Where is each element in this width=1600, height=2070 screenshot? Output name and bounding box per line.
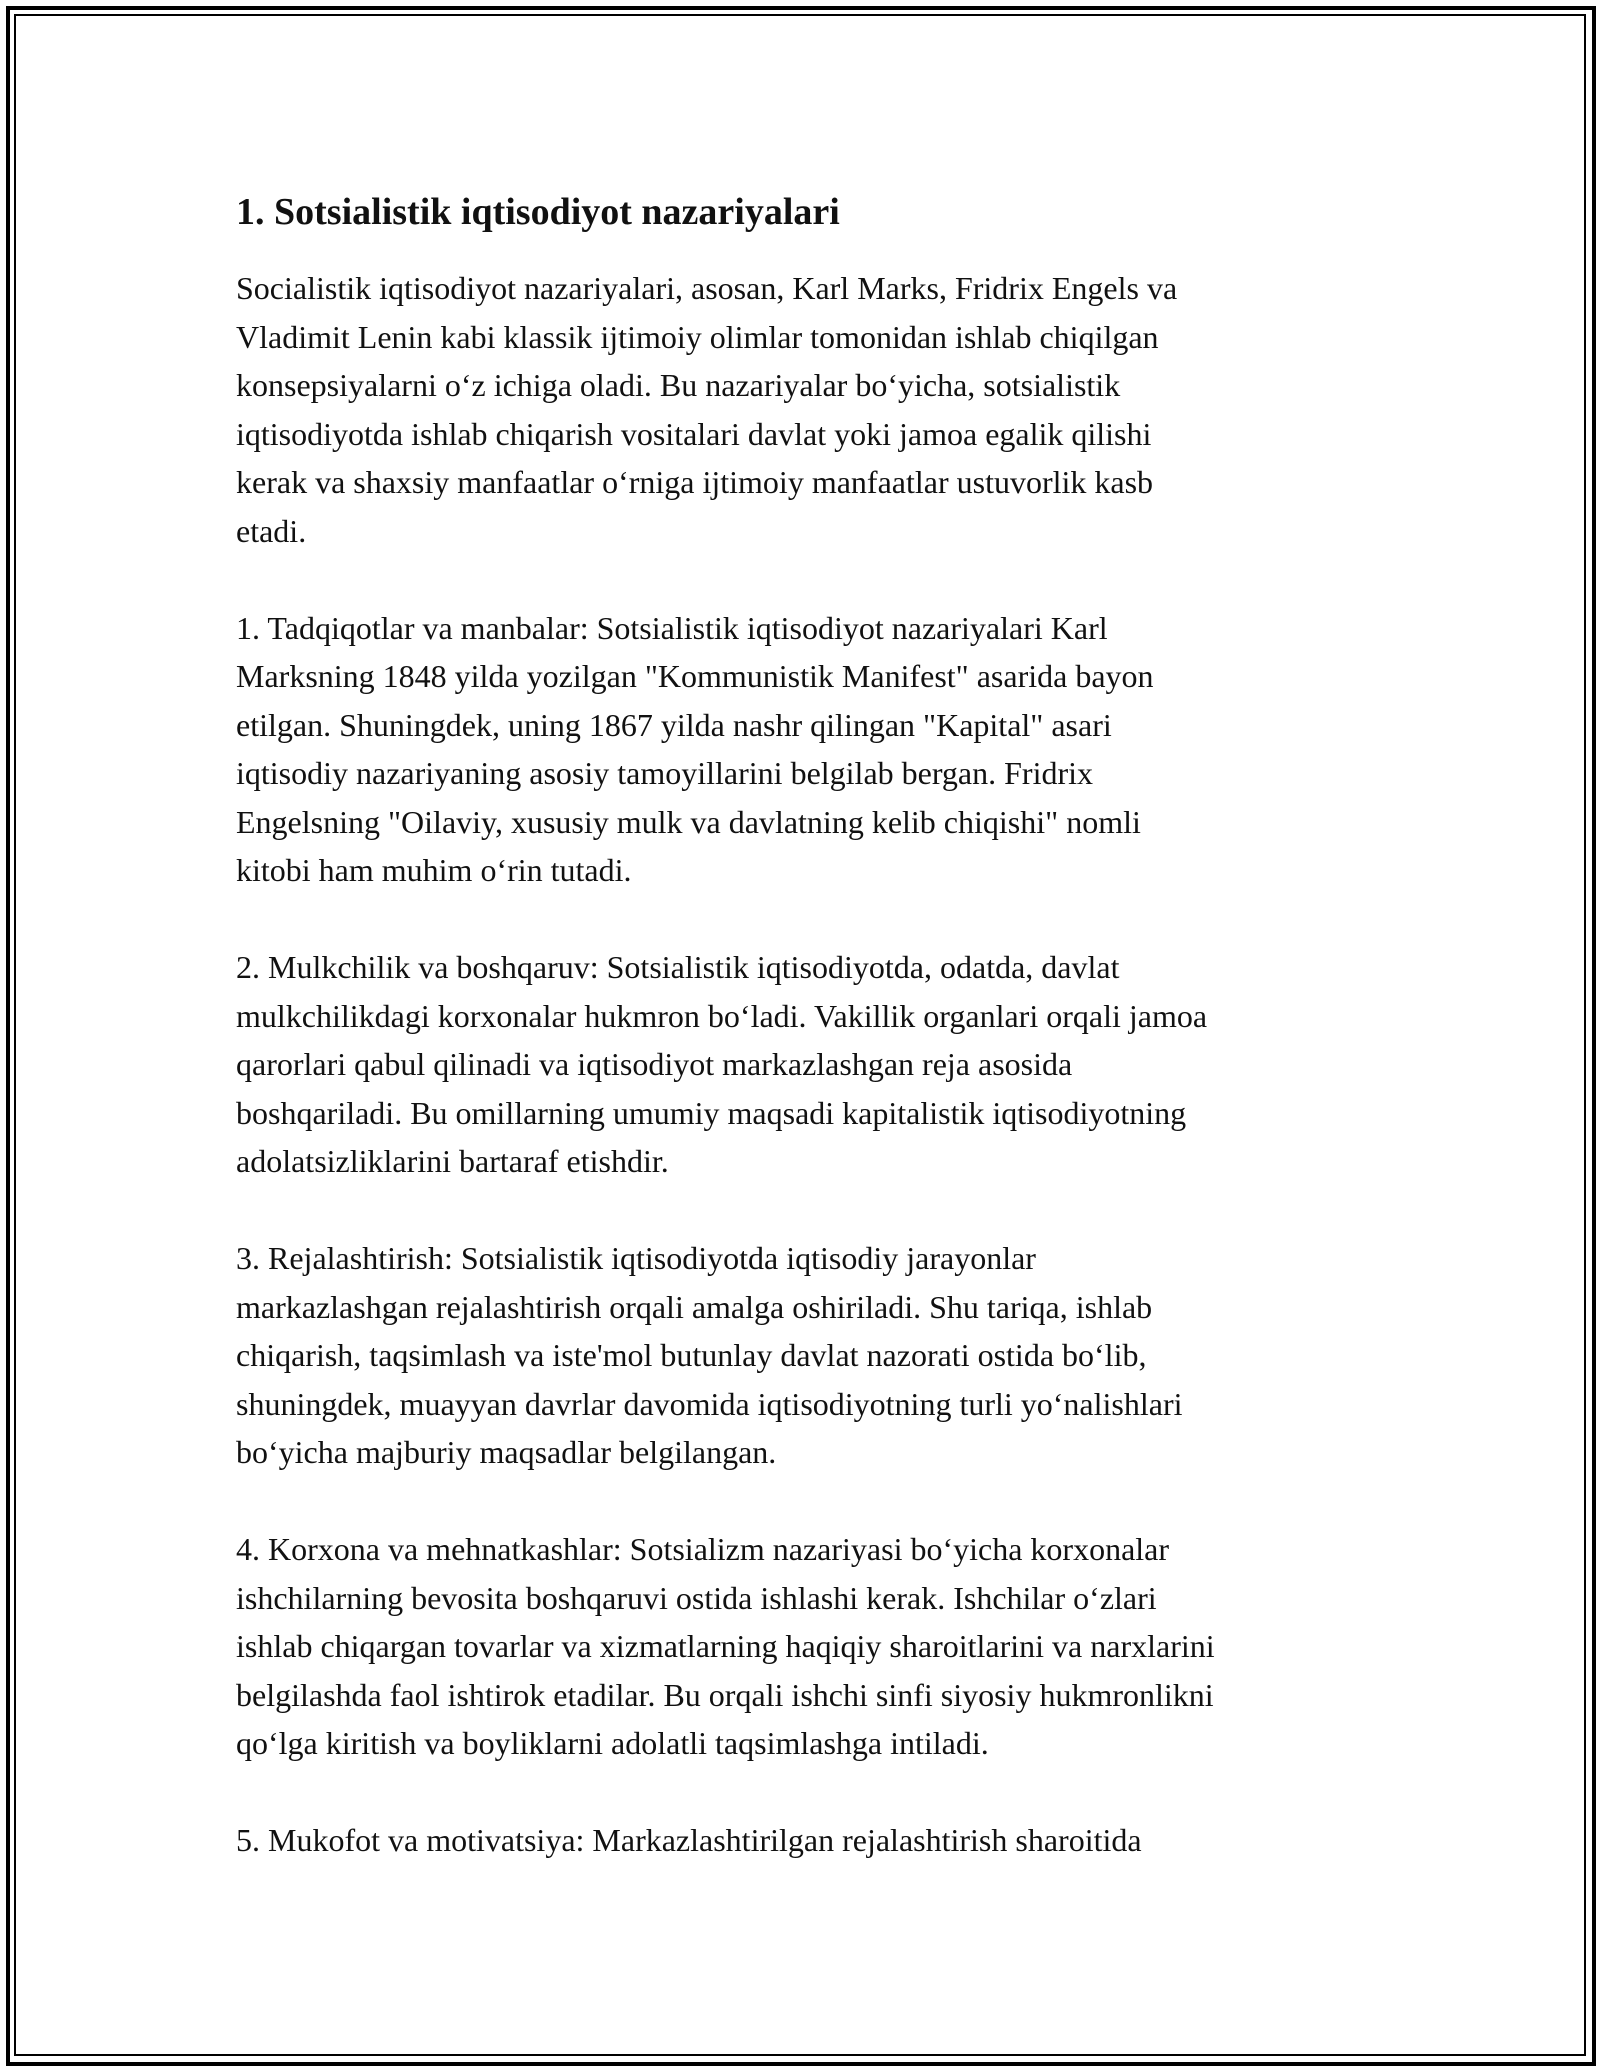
document-body (236, 186, 1376, 1913)
text-line: Engelsning "Oilaviy, xususiy mulk va davlatning kelib chiqishi" nomli (236, 803, 1141, 840)
section-2-paragraph (236, 943, 1376, 1186)
text-line: etilgan. Shuningdek, uning 1867 yilda nashr qilingan "Kapital" asari (236, 706, 1112, 743)
text-line: qarorlari qabul qilinadi va iqtisodiyot markazlashgan reja asosida (236, 1046, 1073, 1082)
text-line: Marksning 1848 yilda yozilgan "Kommunistik Manifest" asarida bayon (236, 658, 1154, 694)
text-line: 4. Korxona va mehnatkashlar: Sotsializm nazariyasi bo‘yicha korxonalar (236, 1531, 1170, 1567)
text-line: iqtisodiy nazariyaning asosiy tamoyillarini belgilab bergan. Fridrix (236, 755, 1094, 791)
text-line: ishlab chiqargan tovarlar va xizmatlarning haqiqiy sharoitlarini va narxlarini (236, 1628, 1215, 1664)
text-line: konsepsiyalarni o‘z ichiga oladi. Bu nazariyalar bo‘yicha, sotsialistik (236, 367, 1121, 403)
section-4-paragraph (236, 1525, 1376, 1768)
text-line: shuningdek, muayyan davrlar davomida iqtisodiyotning turli yo‘nalishlari (236, 1385, 1183, 1422)
text-line: 2. Mulkchilik va boshqaruv: Sotsialistik iqtisodiyotda, odatda, davlat (236, 949, 1120, 985)
intro-paragraph (236, 264, 1376, 555)
text-line: qo‘lga kiritish va boyliklarni adolatli taqsimlashga intiladi. (236, 1725, 989, 1761)
section-1-paragraph (236, 604, 1376, 895)
text-line: 1. Tadqiqotlar va manbalar: Sotsialistik iqtisodiyot nazariyalari Karl (236, 609, 1108, 646)
text-line: markazlashgan rejalashtirish orqali amalga oshiriladi. Shu tariqa, ishlab (236, 1288, 1153, 1325)
text-line: 5. Mukofot va motivatsiya: Markazlashtirilgan rejalashtirish sharoitida (236, 1822, 1142, 1858)
text-line: Socialistik iqtisodiyot nazariyalari, asosan, Karl Marks, Fridrix Engels va (236, 270, 1178, 306)
text-line: ishchilarning bevosita boshqaruvi ostida ishlashi kerak. Ishchilar o‘zlari (236, 1579, 1157, 1616)
text-line: mulkchilikdagi korxonalar hukmron bo‘ladi. Vakillik organlari orqali jamoa (236, 997, 1208, 1034)
document-title: 1. Sotsialistik iqtisodiyot nazariyalari (236, 191, 840, 233)
section-3-paragraph (236, 1234, 1376, 1477)
text-line: kerak va shaxsiy manfaatlar o‘rniga ijtimoiy manfaatlar ustuvorlik kasb (236, 464, 1154, 500)
text-line: kitobi ham muhim o‘rin tutadi. (236, 852, 632, 888)
text-line: chiqarish, taqsimlash va iste'mol butunlay davlat nazorati ostida bo‘lib, (236, 1337, 1147, 1373)
text-line: iqtisodiyotda ishlab chiqarish vositalari davlat yoki jamoa egalik qilishi (236, 415, 1152, 452)
text-line: boshqariladi. Bu omillarning umumiy maqsadi kapitalistik iqtisodiyotning (236, 1094, 1187, 1131)
text-line: adolatsizliklarini bartaraf etishdir. (236, 1143, 669, 1179)
text-line: bo‘yicha majburiy maqsadlar belgilangan. (236, 1434, 777, 1470)
section-5-paragraph (236, 1816, 1376, 1865)
text-line: Vladimit Lenin kabi klassik ijtimoiy olimlar tomonidan ishlab chiqilgan (236, 318, 1159, 355)
text-line: 3. Rejalashtirish: Sotsialistik iqtisodiyotda iqtisodiy jarayonlar (236, 1240, 1036, 1276)
text-line: etadi. (236, 512, 307, 549)
text-line: belgilashda faol ishtirok etadilar. Bu orqali ishchi sinfi siyosiy hukmronlikni (236, 1676, 1214, 1713)
